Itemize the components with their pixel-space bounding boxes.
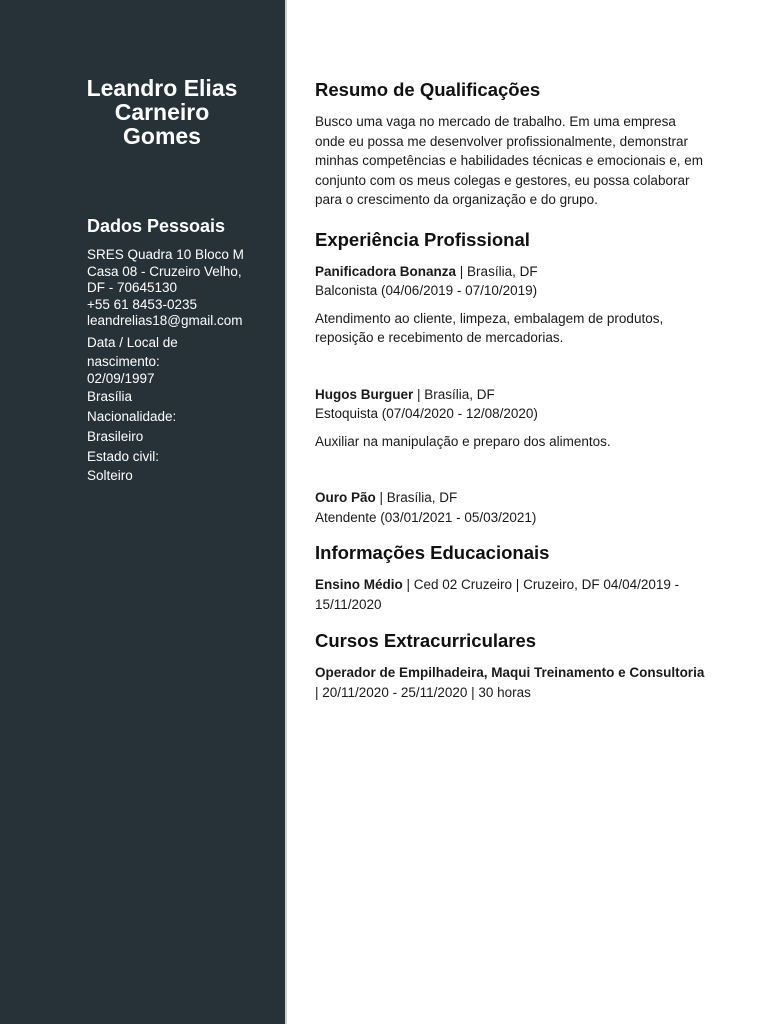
education-entry bbox=[315, 575, 705, 614]
personal-data-section bbox=[87, 215, 277, 486]
sidebar bbox=[0, 0, 285, 1024]
experience-company-line bbox=[315, 488, 705, 508]
birth-label: Data / Local de bbox=[87, 334, 178, 350]
name-line: Carneiro bbox=[114, 99, 210, 125]
courses-section bbox=[315, 629, 705, 702]
birth-place: Brasília bbox=[87, 389, 133, 404]
courses-title: Cursos Extracurriculares bbox=[315, 630, 537, 651]
company-name: Panificadora Bonanza bbox=[315, 263, 457, 279]
personal-data-title: Dados Pessoais bbox=[87, 216, 226, 236]
company-location: | Brasília, DF bbox=[456, 263, 538, 279]
column-divider bbox=[285, 0, 287, 1024]
experience-item bbox=[315, 385, 705, 452]
experience-item bbox=[315, 262, 705, 348]
company-name: Ouro Pão bbox=[315, 490, 376, 505]
summary-section bbox=[315, 78, 705, 210]
education-section bbox=[315, 541, 705, 614]
name-line: Gomes bbox=[123, 123, 201, 149]
experience-role: Balconista (04/06/2019 - 07/10/2019) bbox=[315, 283, 538, 298]
nationality-value: Brasileiro bbox=[87, 429, 144, 444]
company-name: Hugos Burguer bbox=[315, 386, 414, 402]
experience-role: Atendente (03/01/2021 - 05/03/2021) bbox=[315, 509, 537, 525]
nationality-label: Nacionalidade: bbox=[87, 409, 177, 424]
experience-description: Atendimento ao cliente, limpeza, embalagem de produtos, reposição e recebimento de mercadorias. bbox=[315, 310, 664, 345]
experience-company-line bbox=[315, 262, 705, 282]
main-content bbox=[315, 78, 705, 720]
candidate-name bbox=[60, 76, 264, 148]
summary-text: Busco uma vaga no mercado de trabalho. Em uma empresa onde eu possa me desenvolver profissionalmente, demonstrar minhas competências e habilidades técnicas e emocionais e, em conjunto com os meus colegas e gestores, eu possa colaborar para o crescimento da organização e do grupo. bbox=[315, 114, 703, 207]
birth-label: nascimento: bbox=[87, 353, 160, 369]
address-line: Casa 08 - Cruzeiro Velho, bbox=[87, 263, 242, 279]
education-details: | Ced 02 Cruzeiro | Cruzeiro, DF 04/04/2019 - 15/11/2020 bbox=[315, 577, 680, 612]
course-entry bbox=[315, 663, 705, 702]
company-location: | Brasília, DF bbox=[375, 490, 458, 505]
address-line: SRES Quadra 10 Bloco M bbox=[87, 247, 244, 262]
course-name: Operador de Empilhadeira, Maqui Treinamento e Consultoria bbox=[315, 665, 705, 680]
course-details: | 20/11/2020 - 25/11/2020 | 30 horas bbox=[315, 684, 531, 700]
address-line: DF - 70645130 bbox=[87, 280, 178, 295]
experience-role: Estoquista (07/04/2020 - 12/08/2020) bbox=[315, 406, 538, 421]
experience-company-line bbox=[315, 385, 705, 405]
education-title: Informações Educacionais bbox=[315, 542, 550, 563]
email: leandrelias18@gmail.com bbox=[87, 313, 243, 328]
phone: +55 61 8453-0235 bbox=[87, 296, 197, 312]
civil-status-value: Solteiro bbox=[87, 468, 133, 483]
experience-description: Auxiliar na manipulação e preparo dos alimentos. bbox=[315, 433, 611, 449]
civil-status-label: Estado civil: bbox=[87, 448, 160, 464]
experience-title: Experiência Profissional bbox=[315, 228, 530, 250]
education-degree: Ensino Médio bbox=[315, 577, 403, 592]
birth-date: 02/09/1997 bbox=[87, 370, 155, 386]
experience-section bbox=[315, 228, 705, 528]
company-location: | Brasília, DF bbox=[413, 386, 495, 402]
personal-data-body bbox=[87, 247, 277, 486]
name-line: Leandro Elias bbox=[86, 75, 238, 101]
summary-title: Resumo de Qualificações bbox=[315, 79, 541, 100]
experience-item bbox=[315, 488, 705, 527]
